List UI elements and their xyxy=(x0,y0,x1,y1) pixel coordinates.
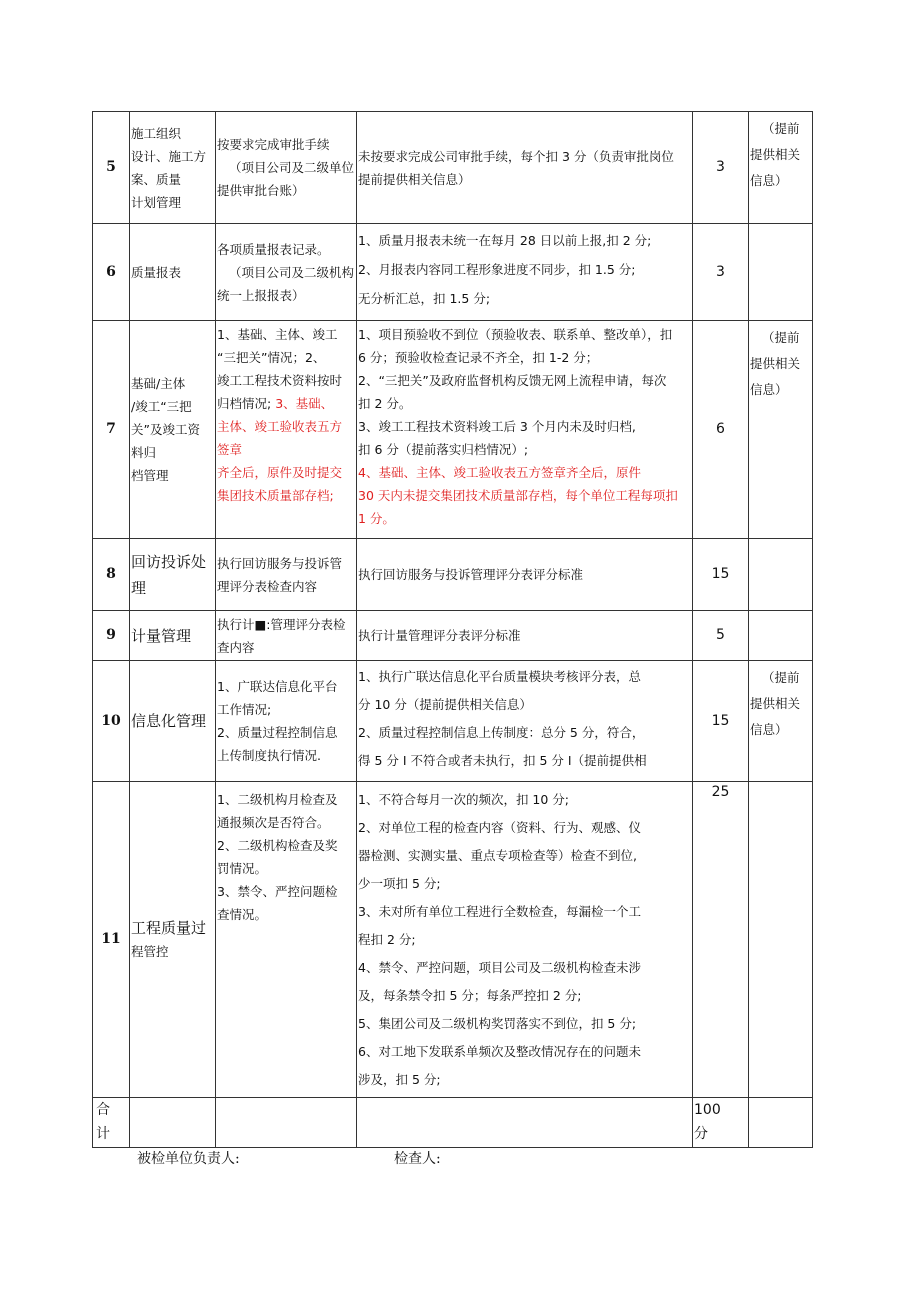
row-number: 6 xyxy=(93,224,130,321)
evaluation-table xyxy=(92,111,813,1148)
note: （提前 提供相关 信息） xyxy=(749,661,813,782)
score: 6 xyxy=(693,321,749,539)
score: 5 xyxy=(693,611,749,661)
empty-cell xyxy=(357,1098,693,1148)
note: （提前 提供相关 信息） xyxy=(749,112,813,224)
table-row xyxy=(93,224,813,321)
check-content: 执行计■:管理评分表检 查内容 xyxy=(216,611,357,661)
scoring-rule: 执行回访服务与投诉管理评分表评分标准 xyxy=(357,539,693,611)
note: （提前 提供相关 信息） xyxy=(749,321,813,539)
check-item: 回访投诉处 理 xyxy=(130,539,216,611)
check-content: 1、广联达信息化平台 工作情况; 2、质量过程控制信息 上传制度执行情况. xyxy=(216,661,357,782)
scoring-rule: 1、质量月报表未统一在每月 28 日以前上报,扣 2 分; 2、月报表内容同工程形象进度不同步，扣 1.5 分; 无分析汇总，扣 1.5 分; xyxy=(357,224,693,321)
score: 15 xyxy=(693,661,749,782)
inspected-unit-signature: 被检单位负责人: xyxy=(137,1151,240,1167)
check-item: 工程质量过 程管控 xyxy=(130,782,216,1098)
empty-cell xyxy=(749,1098,813,1148)
empty-cell xyxy=(216,1098,357,1148)
total-label: 合 计 xyxy=(93,1098,130,1148)
scoring-rule: 执行计量管理评分表评分标准 xyxy=(357,611,693,661)
check-content: 执行回访服务与投诉管 理评分表检查内容 xyxy=(216,539,357,611)
check-item: 基础/主体 /竣工“三把 关”及竣工资 料归 档管理 xyxy=(130,321,216,539)
note xyxy=(749,224,813,321)
score: 25 xyxy=(693,782,749,1098)
total-row xyxy=(93,1098,813,1148)
check-content: 1、二级机构月检查及 通报频次是否符合。 2、二级机构检查及奖 罚情况。 3、禁令、严控问题检 查情况。 xyxy=(216,782,357,1098)
table-row xyxy=(93,321,813,539)
check-item: 质量报表 xyxy=(130,224,216,321)
scoring-rule: 1、执行广联达信息化平台质量模块考核评分表，总 分 10 分（提前提供相关信息） 2、质量过程控制信息上传制度：总分 5 分，符合， 得 5 分 I 不符合或者未执行，扣 5 分 I（提前提供相 xyxy=(357,661,693,782)
table-row xyxy=(93,112,813,224)
table-row xyxy=(93,539,813,611)
inspector-signature: 检查人: xyxy=(394,1151,441,1167)
note xyxy=(749,611,813,661)
scoring-rule: 1、不符合每月一次的频次，扣 10 分; 2、对单位工程的检查内容（资料、行为、观感、仪 器检测、实测实量、重点专项检查等）检查不到位, 少一项扣 5 分; 3、未对所有单位工程进行全数检查，每漏检一个工 程扣 2 分; 4、禁令、严控问题，项目公司及二级机构检查未涉 及，每条禁令扣 5 分；每条严控扣 2 分; 5、集团公司及二级机构奖罚落实不到位，扣 5 分; 6、对工地下发联系单频次及整改情况存在的问题未 涉及，扣 5 分; xyxy=(357,782,693,1098)
score: 15 xyxy=(693,539,749,611)
row-number: 7 xyxy=(93,321,130,539)
check-item: 施工组织 设计、施工方 案、质量 计划管理 xyxy=(130,112,216,224)
row-number: 8 xyxy=(93,539,130,611)
empty-cell xyxy=(130,1098,216,1148)
check-content: 各项质量报表记录。 （项目公司及二级机构 统一上报报表） xyxy=(216,224,357,321)
check-item: 信息化管理 xyxy=(130,661,216,782)
table-row xyxy=(93,611,813,661)
row-number: 9 xyxy=(93,611,130,661)
row-number: 11 xyxy=(93,782,130,1098)
total-score: 100 分 xyxy=(693,1098,749,1148)
check-item: 计量管理 xyxy=(130,611,216,661)
row-number: 5 xyxy=(93,112,130,224)
score: 3 xyxy=(693,112,749,224)
scoring-rule: 未按要求完成公司审批手续，每个扣 3 分（负责审批岗位 提前提供相关信息） xyxy=(357,112,693,224)
score: 3 xyxy=(693,224,749,321)
note xyxy=(749,539,813,611)
table-row xyxy=(93,782,813,1098)
table-row xyxy=(93,661,813,782)
note xyxy=(749,782,813,1098)
check-content: 按要求完成审批手续 （项目公司及二级单位 提供审批台账） xyxy=(216,112,357,224)
scoring-rule: 1、项目预验收不到位（预验收表、联系单、整改单），扣 6 分；预验收检查记录不齐全，扣 1-2 分； 2、“三把关”及政府监督机构反馈无网上流程申请，每次 扣 2 分。 3、竣工工程技术资料竣工后 3 个月内未及时归档, 扣 6 分（提前落实归档情况）; 4、基础、主体、竣工验收表五方签章齐全后，原件 30 天内未提交集团技术质量部存档，每个单位工程每项扣 1 分。 xyxy=(357,321,693,539)
row-number: 10 xyxy=(93,661,130,782)
check-content: 1、基础、主体、竣工 “三把关”情况；2、 竣工工程技术资料按时 归档情况; 3、基础、 主体、竣工验收表五方 签章 齐全后，原件及时提交 集团技术质量部存档; xyxy=(216,321,357,539)
